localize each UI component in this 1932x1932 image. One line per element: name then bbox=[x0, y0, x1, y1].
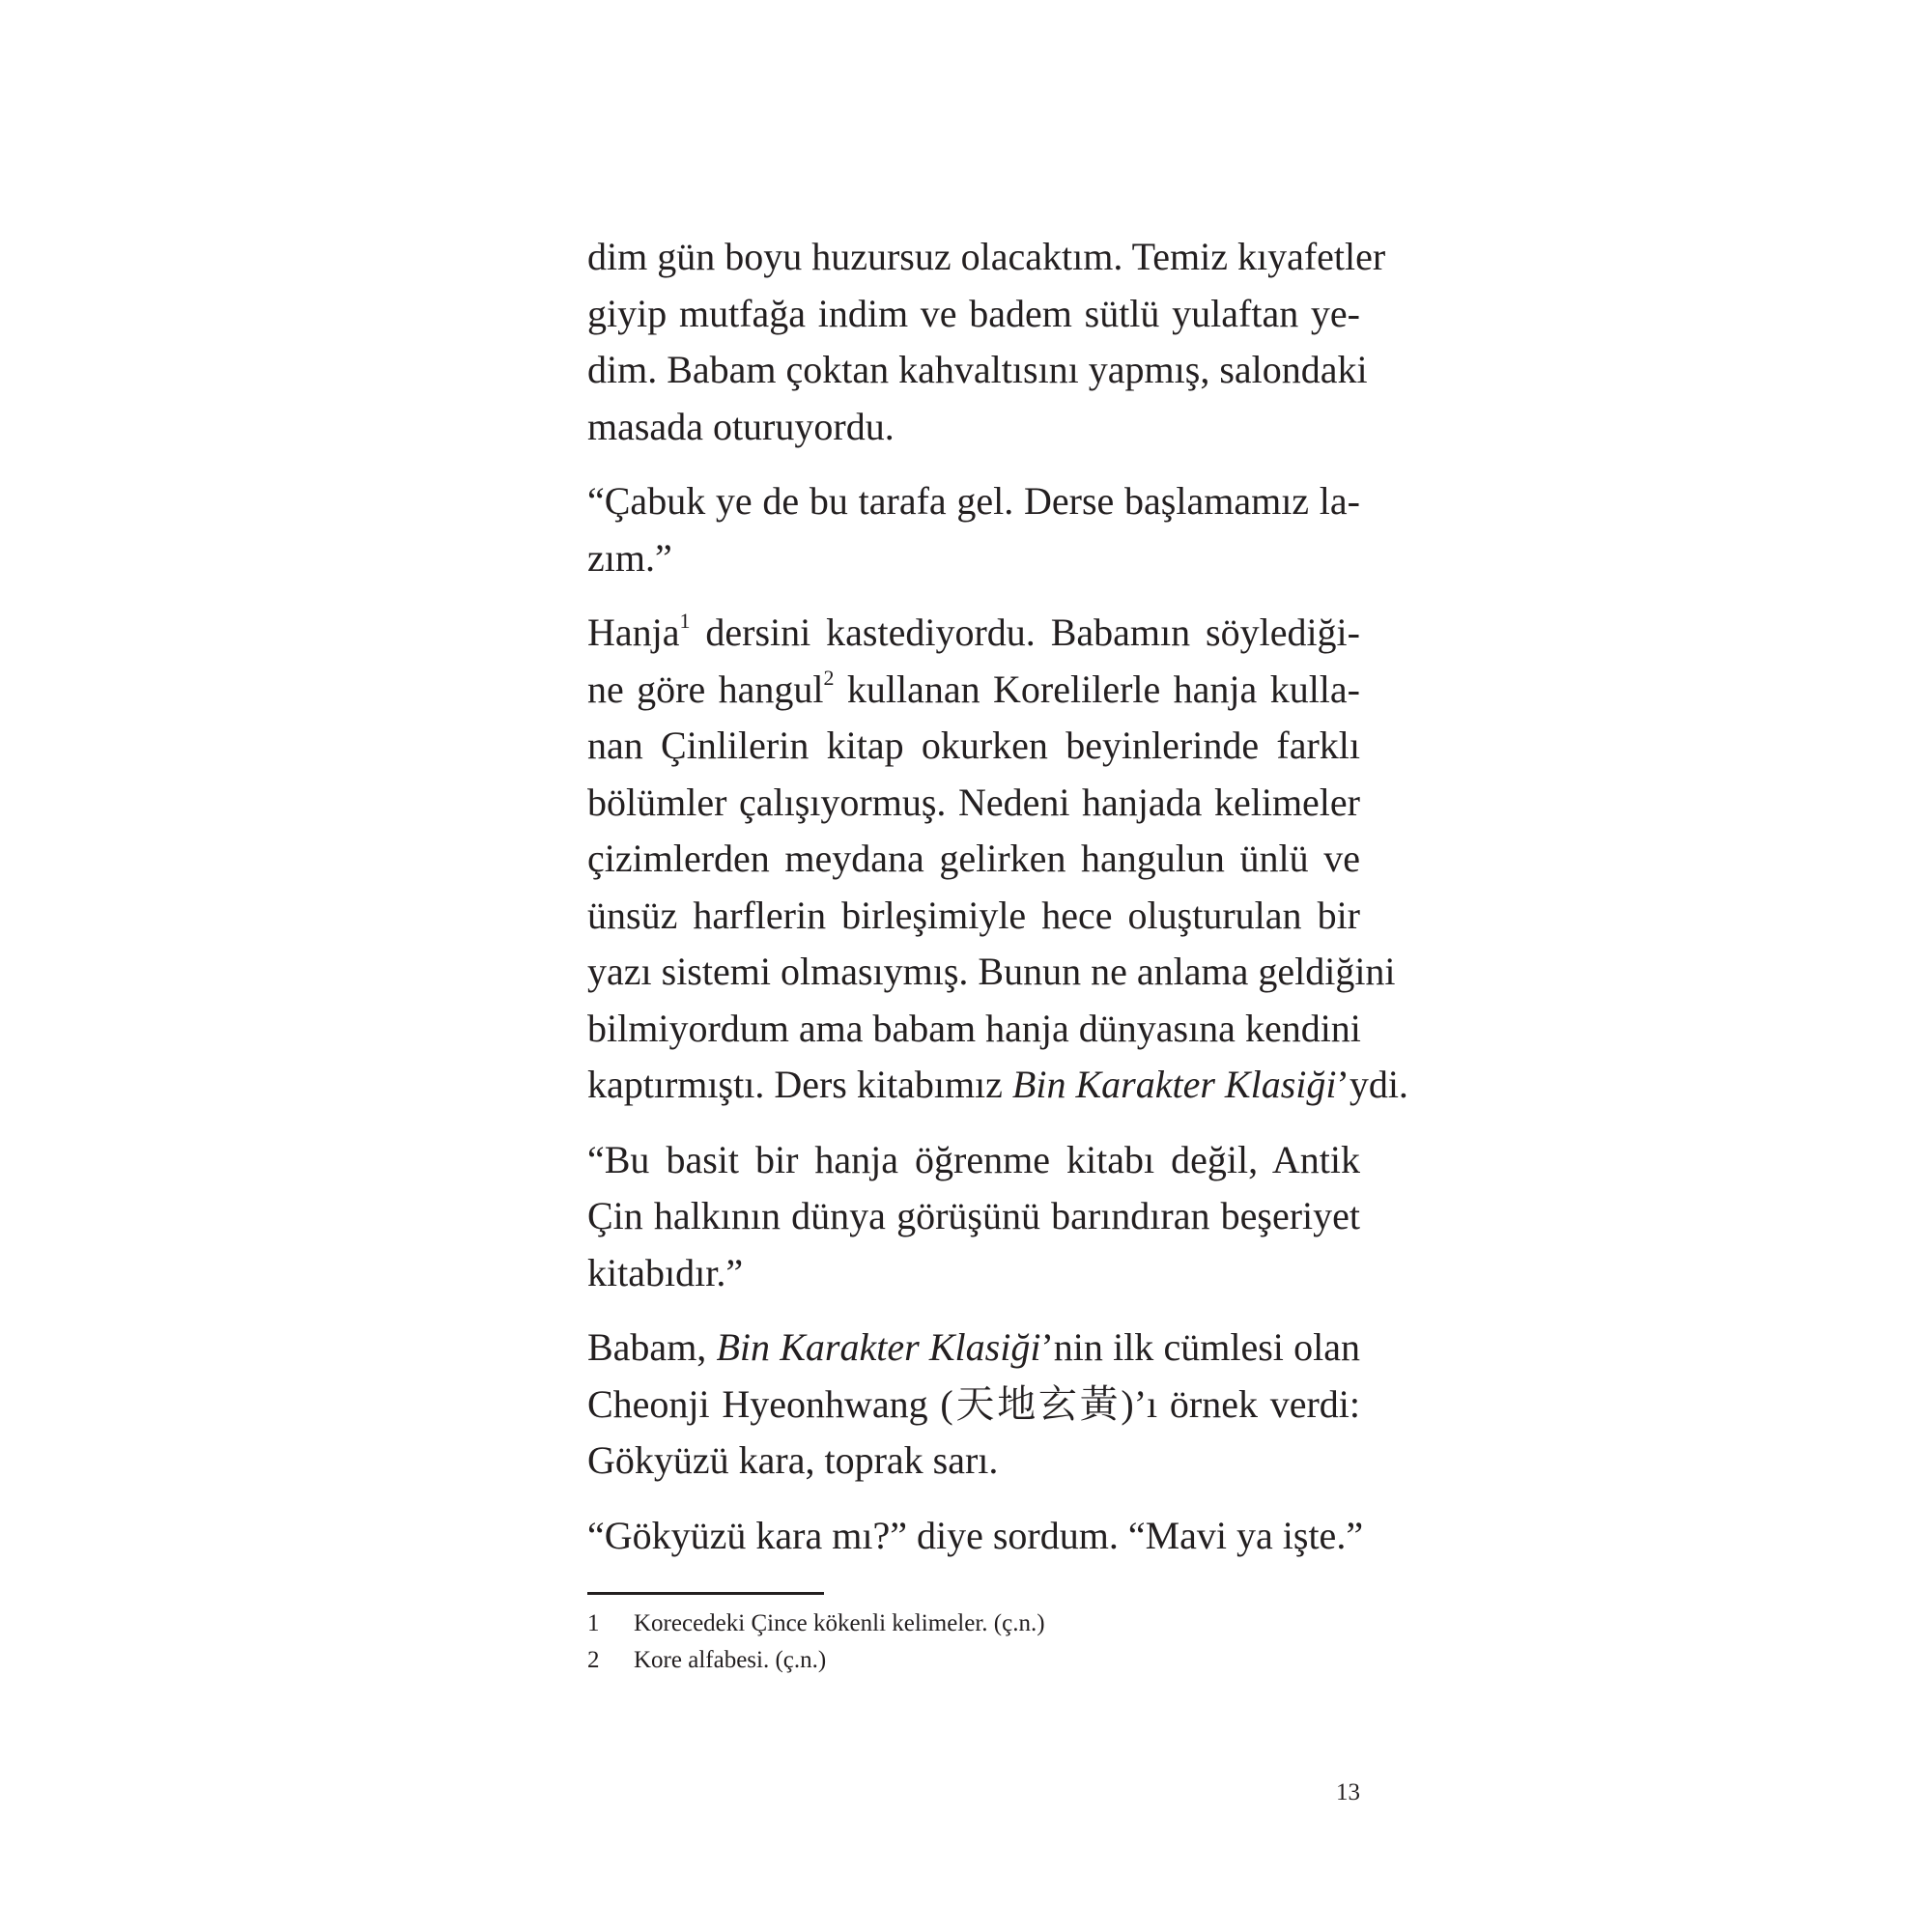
text-segment: kaptırmıştı. Ders kitabımız bbox=[587, 1063, 1012, 1106]
text-line: zım.” bbox=[587, 535, 672, 580]
text-segment: dersini kastediyordu. Babamın söylediği- bbox=[690, 611, 1360, 654]
text-line: “Bu basit bir hanja öğrenme kitabı değil, Antik bbox=[587, 1137, 1360, 1181]
text-segment: Babam, bbox=[587, 1325, 717, 1369]
text-line: yazı sistemi olmasıymış. Bunun ne anlama geldiğini bbox=[587, 950, 1396, 993]
text-line: dim. Babam çoktan kahvaltısını yapmış, salondaki bbox=[587, 348, 1368, 391]
paragraph-1 bbox=[587, 229, 1386, 455]
footnote-number: 1 bbox=[587, 1610, 600, 1636]
text-line: bölümler çalışıyormuş. Nedeni hanjada kelimeler bbox=[587, 780, 1360, 824]
text-line: giyip mutfağa indim ve badem sütlü yulaftan ye- bbox=[587, 291, 1360, 335]
text-line: Cheonji Hyeonhwang (天地玄黃)’ı örnek verdi: bbox=[587, 1381, 1360, 1426]
text-line: ünsüz harflerin birleşimiyle hece oluşturulan bir bbox=[587, 893, 1360, 937]
text-line: “Çabuk ye de bu tarafa gel. Derse başlamamız la- bbox=[587, 479, 1360, 523]
text-line: masada oturuyordu. bbox=[587, 404, 895, 448]
text-segment: ne göre hangul bbox=[587, 667, 824, 711]
text-line: Gökyüzü kara, toprak sarı. bbox=[587, 1438, 999, 1482]
footnote-number: 2 bbox=[587, 1647, 600, 1673]
text-line: kitabıdır.” bbox=[587, 1250, 744, 1294]
paragraph-4 bbox=[587, 1132, 1360, 1302]
text-segment: ’nin ilk cümlesi olan bbox=[1040, 1325, 1360, 1369]
paragraph-2 bbox=[587, 473, 1360, 586]
text-segment: kullanan Korelilerle hanja kulla- bbox=[834, 667, 1360, 711]
footnote-1 bbox=[587, 1605, 1360, 1642]
book-title-italic: Bin Karakter Klasiği bbox=[716, 1325, 1041, 1369]
footnote-ref-2: 2 bbox=[823, 665, 835, 690]
text-line: çizimlerden meydana gelirken hangulun ünlü ve bbox=[587, 837, 1360, 880]
text-line bbox=[587, 662, 1360, 719]
text-line: bilmiyordum ama babam hanja dünyasına kendini bbox=[587, 1006, 1361, 1050]
text-segment: Hanja bbox=[587, 611, 680, 654]
paragraph-5 bbox=[587, 1320, 1360, 1490]
footnotes bbox=[587, 1605, 1360, 1679]
body-text bbox=[587, 229, 1408, 1582]
page-number: 13 bbox=[1336, 1779, 1360, 1805]
paragraph-3 bbox=[587, 605, 1408, 1114]
text-line: “Gökyüzü kara mı?” diye sordum. “Mavi ya işte.” bbox=[587, 1513, 1364, 1557]
book-title-italic: Bin Karakter Klasiği bbox=[1011, 1063, 1337, 1106]
text-line: dim gün boyu huzursuz olacaktım. Temiz kıyafetler bbox=[587, 235, 1386, 278]
text-line bbox=[587, 1057, 1408, 1114]
text-line bbox=[587, 605, 1360, 662]
footnote-text: Korecedeki Çince kökenli kelimeler. (ç.n.) bbox=[634, 1610, 1045, 1636]
text-segment: ’ydi. bbox=[1336, 1063, 1408, 1106]
paragraph-6 bbox=[587, 1508, 1364, 1565]
footnote-text: Kore alfabesi. (ç.n.) bbox=[634, 1647, 827, 1673]
text-line: Çin halkının dünya görüşünü barındıran beşeriyet bbox=[587, 1194, 1360, 1237]
footnote-divider bbox=[587, 1592, 824, 1595]
text-line bbox=[587, 1320, 1360, 1377]
footnote-2 bbox=[587, 1642, 1360, 1679]
footnote-ref-1: 1 bbox=[679, 609, 691, 633]
text-line: nan Çinlilerin kitap okurken beyinlerinde farklı bbox=[587, 724, 1360, 767]
